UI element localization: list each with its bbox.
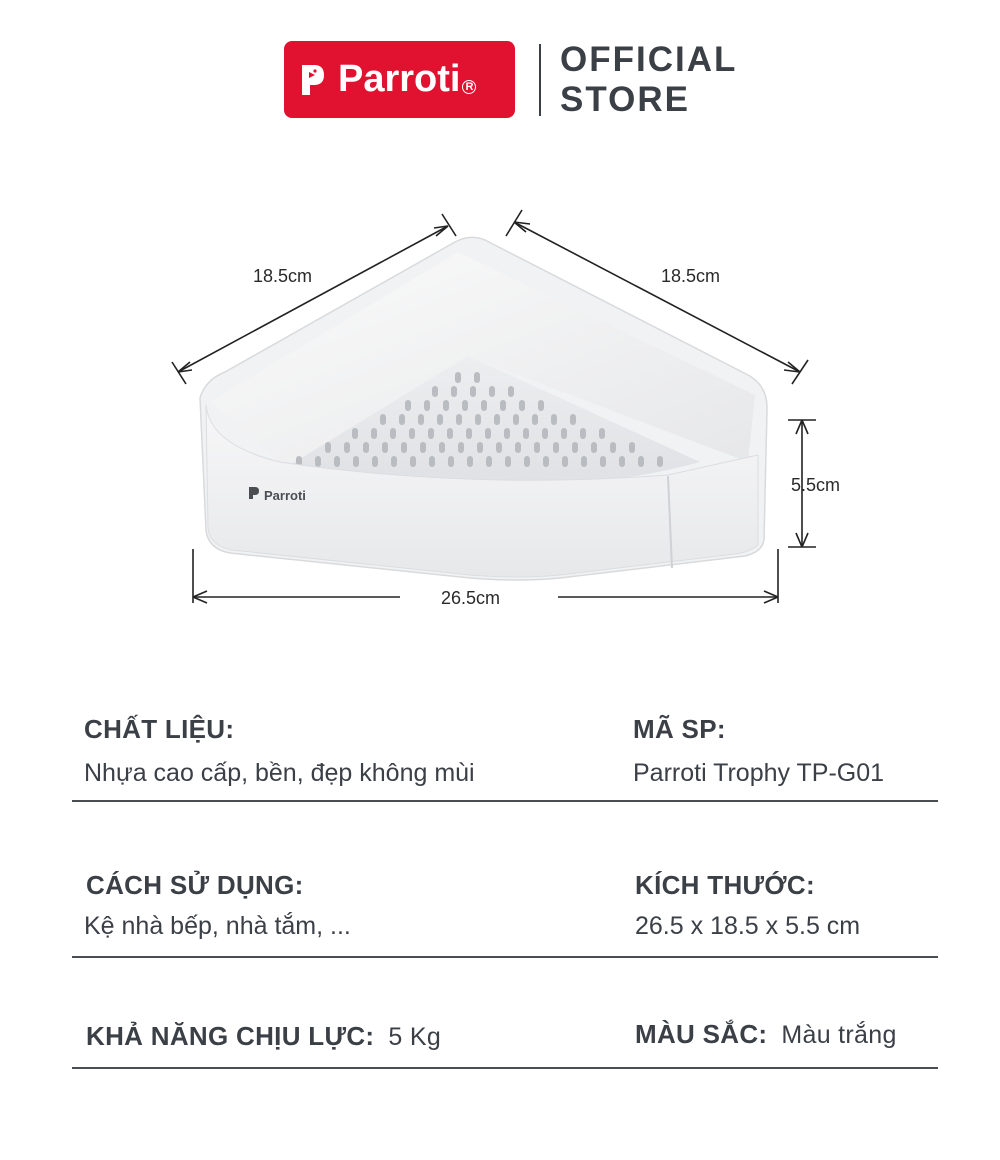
load-capacity (86, 1021, 441, 1052)
drain-hole (515, 442, 521, 453)
drain-hole (523, 428, 529, 439)
usage-title: CÁCH SỬ DỤNG: (86, 870, 304, 900)
color-value: Màu trắng (781, 1021, 897, 1049)
drain-hole (371, 428, 377, 439)
drain-hole (638, 456, 644, 467)
official-line: OFFICIAL (560, 40, 738, 79)
drain-hole (432, 386, 438, 397)
drain-hole (610, 442, 616, 453)
drain-hole (657, 456, 663, 467)
dimension-height-label: 5.5cm (791, 475, 841, 495)
registered-mark: R (462, 80, 476, 94)
drain-hole (572, 442, 578, 453)
drain-hole (580, 428, 586, 439)
drain-hole (494, 414, 500, 425)
drain-hole (380, 414, 386, 425)
drain-hole (470, 386, 476, 397)
drain-hole (462, 400, 468, 411)
drain-hole (562, 456, 568, 467)
drain-hole (600, 456, 606, 467)
color-spec (635, 1019, 897, 1050)
drain-hole (399, 414, 405, 425)
drain-hole (504, 428, 510, 439)
drain-hole (477, 442, 483, 453)
drain-hole (485, 428, 491, 439)
drain-hole (581, 456, 587, 467)
drain-hole (353, 456, 359, 467)
load-title: KHẢ NĂNG CHỊU LỰC: (86, 1021, 375, 1051)
drain-hole (448, 456, 454, 467)
drain-hole (551, 414, 557, 425)
drain-hole (466, 428, 472, 439)
drain-hole (553, 442, 559, 453)
drain-hole (334, 456, 340, 467)
spec-row-material (72, 700, 938, 802)
dimension-width-label: 26.5cm (441, 588, 501, 608)
spec-row-load (72, 1005, 938, 1069)
dimension-right-label: 18.5cm (661, 266, 721, 286)
drain-hole (447, 428, 453, 439)
drain-hole (496, 442, 502, 453)
material-value: Nhựa cao cấp, bền, đẹp không mùi (84, 759, 475, 787)
drain-hole (458, 442, 464, 453)
drain-hole (352, 428, 358, 439)
drain-hole (486, 456, 492, 467)
size-title: KÍCH THƯỚC: (635, 870, 815, 900)
drain-hole (524, 456, 530, 467)
drain-hole (405, 400, 411, 411)
product-code-title: MÃ SP: (633, 714, 726, 744)
dimension-left-label: 18.5cm (253, 266, 313, 286)
drain-hole (437, 414, 443, 425)
usage-value: Kệ nhà bếp, nhà tắm, ... (84, 912, 351, 940)
product-code-value: Parroti Trophy TP-G01 (633, 759, 885, 787)
drain-hole (429, 456, 435, 467)
drain-hole (591, 442, 597, 453)
drain-hole (542, 428, 548, 439)
drain-hole (391, 456, 397, 467)
drain-hole (456, 414, 462, 425)
drain-hole (599, 428, 605, 439)
drain-hole (474, 372, 480, 383)
drain-hole (424, 400, 430, 411)
drain-hole (481, 400, 487, 411)
drain-hole (418, 414, 424, 425)
drain-hole (532, 414, 538, 425)
drain-hole (409, 428, 415, 439)
drain-hole (410, 456, 416, 467)
drain-hole (372, 456, 378, 467)
drain-hole (543, 456, 549, 467)
drain-hole (363, 442, 369, 453)
drain-hole (451, 386, 457, 397)
drain-hole (455, 372, 461, 383)
drain-hole (534, 442, 540, 453)
drain-hole (315, 456, 321, 467)
drain-hole (443, 400, 449, 411)
load-value: 5 Kg (388, 1023, 442, 1051)
drain-hole (428, 428, 434, 439)
color-title: MÀU SẮC: (635, 1019, 768, 1049)
store-line: STORE (560, 80, 690, 119)
material-title: CHẤT LIỆU: (84, 714, 235, 744)
drain-hole (629, 442, 635, 453)
drain-hole (500, 400, 506, 411)
product-brand-text: Parroti (264, 488, 306, 503)
drain-hole (519, 400, 525, 411)
drain-hole (475, 414, 481, 425)
drain-hole (538, 400, 544, 411)
spec-row-usage (72, 856, 938, 958)
drain-hole (561, 428, 567, 439)
drain-hole (325, 442, 331, 453)
drain-hole (420, 442, 426, 453)
drain-hole (508, 386, 514, 397)
drain-hole (439, 442, 445, 453)
drain-hole (570, 414, 576, 425)
drain-hole (390, 428, 396, 439)
size-value: 26.5 x 18.5 x 5.5 cm (635, 912, 861, 940)
drain-hole (344, 442, 350, 453)
drain-hole (619, 456, 625, 467)
drain-hole (513, 414, 519, 425)
drain-hole (382, 442, 388, 453)
drain-hole (489, 386, 495, 397)
drain-hole (467, 456, 473, 467)
brand-name: Parroti (338, 58, 461, 100)
drain-hole (401, 442, 407, 453)
drain-hole (505, 456, 511, 467)
